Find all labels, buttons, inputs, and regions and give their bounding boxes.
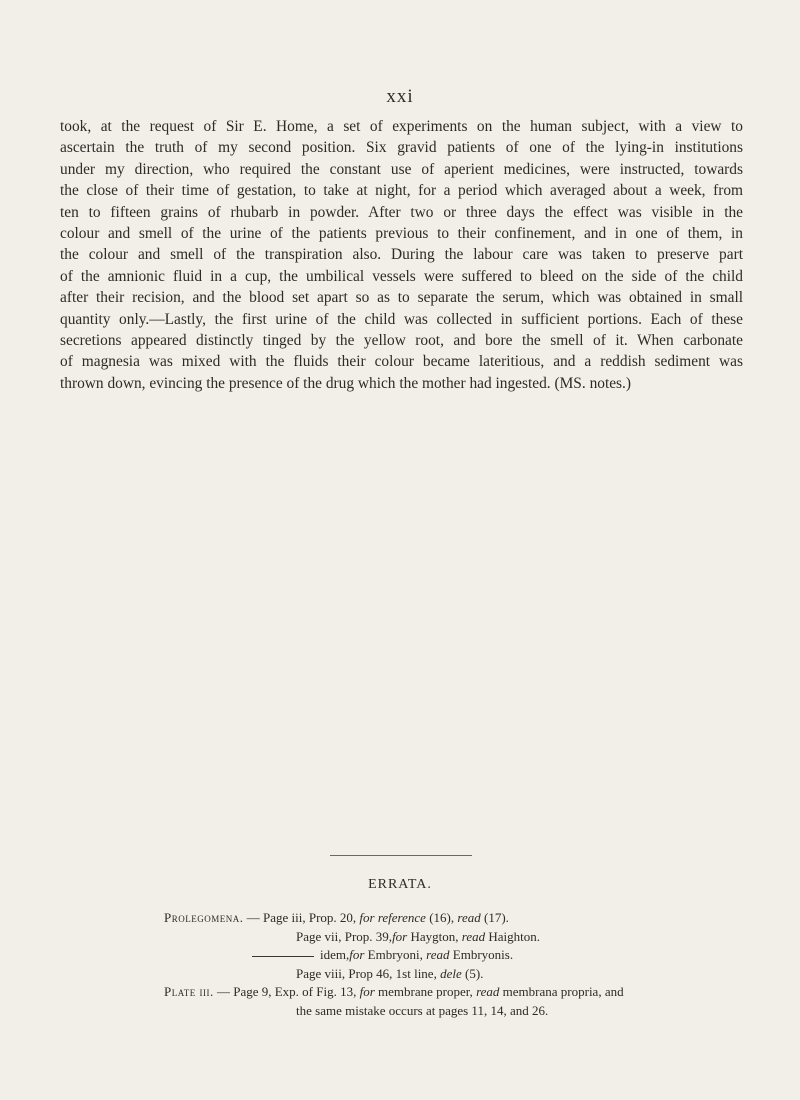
body-paragraph (60, 116, 743, 394)
errata-text: Page vii, Prop. 39, (296, 928, 393, 944)
errata-text: — Page 9, Exp. of Fig. 13, (216, 984, 357, 1000)
errata-read: read (457, 910, 481, 925)
section-divider (330, 855, 472, 856)
errata-row (164, 965, 764, 984)
body-line: the colour and smell of the transpiration also. During the labour care was taken to preserve part (60, 246, 743, 264)
errata-for: for (349, 947, 365, 963)
errata-for: for (392, 928, 408, 944)
errata-text: Haighton. (488, 928, 541, 944)
errata-row (164, 909, 764, 928)
body-line: ten to fifteen grains of rhubarb in powder. After two or three days the effect was visible in the (60, 203, 743, 221)
errata-for: for (359, 984, 375, 1000)
body-line: secretions appeared distinctly tinged by the yellow root, and bore the smell of it. When carbonate (60, 332, 743, 350)
errata-row (164, 928, 764, 947)
errata-title: ERRATA. (368, 877, 432, 892)
body-line: after their recision, and the blood set apart so as to separate the serum, which was obtained in small (60, 289, 743, 307)
page-number: xxi (386, 86, 414, 107)
errata-text: idem, (320, 947, 350, 963)
errata-text: (5). (465, 965, 484, 981)
errata-text: Haygton, (410, 928, 459, 944)
body-line: under my direction, who required the constant use of aperient medicines, were instructed, towards (60, 160, 743, 178)
errata-for: for reference (359, 910, 426, 925)
body-line: colour and smell of the urine of the patients previous to their confinement, and in one of them, in (60, 225, 743, 243)
body-line: ascertain the truth of my second position. Six gravid patients of one of the lying-in institutions (60, 139, 743, 157)
errata-text: the same mistake occurs at pages 11, 14, and 26. (296, 1002, 549, 1018)
errata-read: read (476, 984, 500, 1000)
errata-text: Page viii, Prop 46, 1st line, (296, 965, 437, 981)
ditto-dash (252, 956, 314, 957)
errata-section-label: Plate iii. (164, 984, 214, 1000)
errata-read: read (461, 928, 486, 944)
body-line: took, at the request of Sir E. Home, a set of experiments on the human subject, with a view to (60, 118, 743, 135)
body-line: of the amnionic fluid in a cup, the umbilical vessels were suffered to bleed on the side of the child (60, 267, 743, 285)
body-line: thrown down, evincing the presence of the drug which the mother had ingested. (MS. notes.) (60, 374, 632, 392)
errata-text: membrane proper, (378, 984, 473, 1000)
errata-row (164, 1002, 764, 1021)
errata-list (164, 909, 764, 1021)
errata-text: (16), (429, 910, 455, 925)
errata-text: (17). (483, 910, 509, 925)
errata-row (164, 983, 764, 1002)
errata-text: — Page iii, Prop. 20, (246, 910, 357, 925)
errata-row (164, 946, 764, 965)
body-line: of magnesia was mixed with the fluids their colour became lateritious, and a reddish sediment was (60, 353, 743, 371)
body-line: the close of their time of gestation, to take at night, for a period which averaged about a week, from (60, 182, 743, 200)
errata-read: read (426, 947, 450, 963)
errata-text: Embryoni, (367, 947, 423, 963)
errata-text: Embryonis. (452, 947, 514, 963)
errata-dele: dele (440, 965, 462, 981)
body-line: quantity only.—Lastly, the first urine of the child was collected in sufficient portions. Each of these (60, 310, 743, 328)
errata-section-label: Prolegomena. (164, 910, 244, 925)
errata-text: membrana propria, and (502, 984, 624, 1000)
